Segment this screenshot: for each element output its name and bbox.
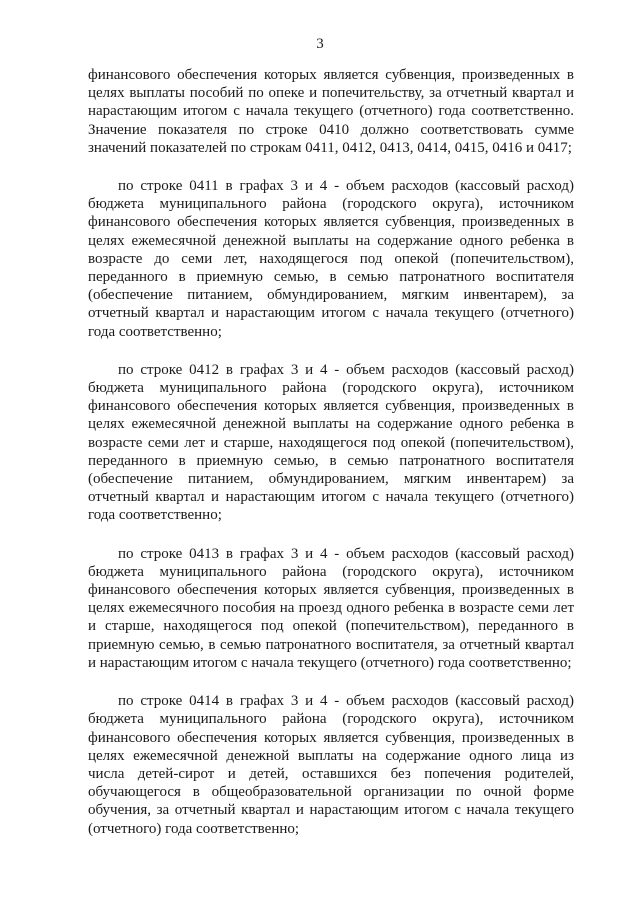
paragraph-line-0411: по строке 0411 в графах 3 и 4 - объем расходов (кассовый расход) бюджета муниципального района (городского округа), источником финансового обеспечения которых является субвенция, произведенных в целях ежемесячной денежной выплаты на содержание одного ребенка в возрасте до семи лет, находящегося под опекой (попечительством), переданного в приемную семью, в семью патронатного воспитателя (обеспечение питанием, обмундированием, мягким инвентарем), за отчетный квартал и нарастающим итогом с начала текущего (отчетного) года соответственно; bbox=[88, 178, 574, 340]
paragraph-line-0412: по строке 0412 в графах 3 и 4 - объем расходов (кассовый расход) бюджета муниципального района (городского округа), источником финансового обеспечения которых является субвенция, произведенных в целях ежемесячной денежной выплаты на содержание одного ребенка в возрасте семи лет и старше, находящегося под опекой (попечительством), переданного в приемную семью, в семью патронатного воспитателя (обеспечение питанием, обмундированием, мягким инвентарем) за отчетный квартал и нарастающим итогом с начала текущего (отчетного) года соответственно; bbox=[88, 361, 574, 524]
paragraph-line-0414: по строке 0414 в графах 3 и 4 - объем расходов (кассовый расход) бюджета муниципального района (городского округа), источником финансового обеспечения которых является субвенция, произведенных в целях ежемесячной денежной выплаты на содержание одного лица из числа детей-сирот и детей, оставшихся без попечения родителей, обучающегося в общеобразовательной организации по очной форме обучения, за отчетный квартал и нарастающим итогом с начала текущего (отчетного) года соответственно; bbox=[88, 693, 574, 837]
document-body bbox=[88, 66, 574, 858]
page-number: 3 bbox=[316, 36, 324, 52]
paragraph-line-0413: по строке 0413 в графах 3 и 4 - объем расходов (кассовый расход) бюджета муниципального района (городского округа), источником финансового обеспечения которых является субвенция, произведенных в целях ежемесячного пособия на проезд одного ребенка в возрасте семи лет и старше, находящегося под опекой (попечительством), переданного в приемную семью, в семью патронатного воспитателя, за отчетный квартал и нарастающим итогом с начала текущего (отчетного) года соответственно; bbox=[88, 545, 574, 671]
paragraph-0410-continuation: финансового обеспечения которых является субвенция, произведенных в целях выплаты пособий по опеке и попечительству, за отчетный квартал и нарастающим итогом с начала текущего (отчетного) года соответственно. Значение показателя по строке 0410 должно соответствовать сумме значений показателей по строкам 0411, 0412, 0413, 0414, 0415, 0416 и 0417; bbox=[88, 67, 574, 156]
